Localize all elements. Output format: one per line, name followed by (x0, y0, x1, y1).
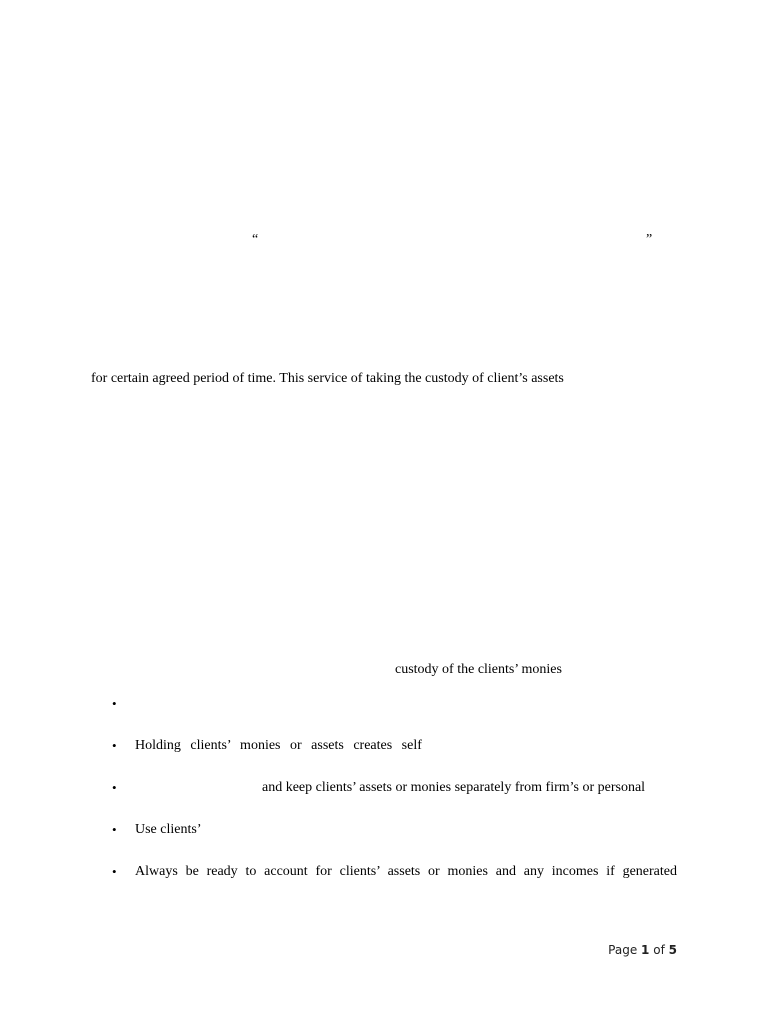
total-page-count: 5 (668, 943, 677, 957)
of-label: of (653, 943, 665, 957)
paragraph-line-clients-monies: custody of the clients’ monies (395, 662, 562, 677)
current-page-number: 1 (641, 943, 650, 957)
bullet-marker: • (112, 738, 117, 753)
list-item: Always be ready to account for clients’ assets or monies and any incomes if generated (135, 864, 677, 879)
list-item: Use clients’ (135, 822, 202, 837)
bullet-marker: • (112, 696, 117, 711)
list-item: and keep clients’ assets or monies separately from firm’s or personal (262, 780, 646, 795)
bullet-marker: • (112, 780, 117, 795)
opening-quote-mark: “ (252, 232, 259, 247)
closing-quote-mark: ” (646, 232, 653, 247)
bullet-marker: • (112, 864, 117, 879)
bullet-marker: • (112, 822, 117, 837)
list-item: Holding clients’ monies or assets creates self (135, 738, 422, 753)
page-label: Page (608, 943, 638, 957)
page-number-footer (608, 942, 677, 958)
paragraph-line-custody-service: for certain agreed period of time. This service of taking the custody of client’s assets (91, 371, 564, 386)
